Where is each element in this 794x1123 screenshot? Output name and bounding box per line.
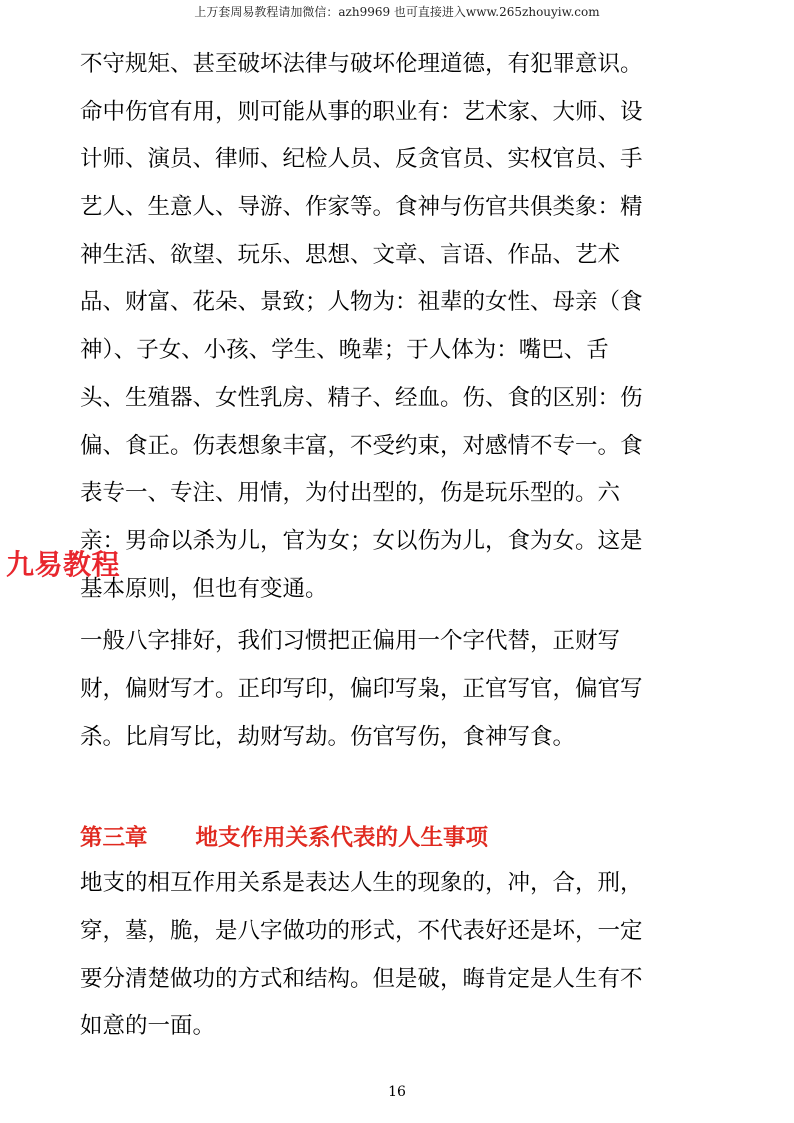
text-line: 表专一、专注、用情，为付出型的，伤是玩乐型的。六 <box>80 480 621 507</box>
text-line: 命中伤官有用，则可能从事的职业有：艺术家、大师、设 <box>80 98 643 125</box>
paragraph-shishen-shangguan <box>80 41 720 613</box>
page-number: 16 <box>388 1084 406 1100</box>
text-line: 艺人、生意人、导游、作家等。食神与伤官共俱类象：精 <box>80 194 643 221</box>
chapter-number: 第三章 <box>80 825 148 852</box>
text-line: 偏、食正。伤表想象丰富，不受约束，对感情不专一。食 <box>80 432 643 459</box>
text-line: 地支的相互作用关系是表达人生的现象的，冲，合，刑， <box>80 870 643 897</box>
text-line: 计师、演员、律师、纪检人员、反贪官员、实权官员、手 <box>80 146 643 173</box>
text-line: 杀。比肩写比，劫财写劫。伤官写伤，食神写食。 <box>80 723 576 750</box>
text-line: 亲：男命以杀为儿，官为女；女以伤为儿，食为女。这是 <box>80 527 643 554</box>
chapter-spacer <box>80 761 720 816</box>
document-body <box>80 41 720 1051</box>
watermark-logo: 九易教程 <box>6 548 121 581</box>
text-line: 头、生殖器、女性乳房、精子、经血。伤、食的区别：伤 <box>80 384 643 411</box>
text-line: 不守规矩、甚至破坏法律与破坏伦理道德，有犯罪意识。 <box>80 51 643 77</box>
text-line: 财，偏财写才。正印写印，偏印写枭，正官写官，偏官写 <box>80 675 643 702</box>
page-header: 上万套周易教程请加微信：azh9969 也可直接进入www.265zhouyiw.com <box>194 5 600 19</box>
text-line: 基本原则，但也有变通。 <box>80 575 328 602</box>
text-line: 一般八字排好，我们习惯把正偏用一个字代替，正财写 <box>80 628 621 655</box>
text-line: 如意的一面。 <box>80 1013 216 1040</box>
text-line: 穿，墓，脆，是八字做功的形式，不代表好还是坏，一定 <box>80 918 643 944</box>
paragraph-dizhi <box>80 860 720 1051</box>
text-line: 神生活、欲望、玩乐、思想、文章、言语、作品、艺术 <box>80 241 621 268</box>
chapter-title-text: 地支作用关系代表的人生事项 <box>195 825 489 852</box>
chapter-heading <box>80 816 720 860</box>
text-line: 品、财富、花朵、景致；人物为：祖辈的女性、母亲（食 <box>80 289 643 316</box>
paragraph-abbreviations <box>80 618 720 761</box>
text-line: 神）、子女、小孩、学生、晚辈；于人体为：嘴巴、舌 <box>80 337 609 364</box>
text-line: 要分清楚做功的方式和结构。但是破，晦肯定是人生有不 <box>80 965 643 992</box>
